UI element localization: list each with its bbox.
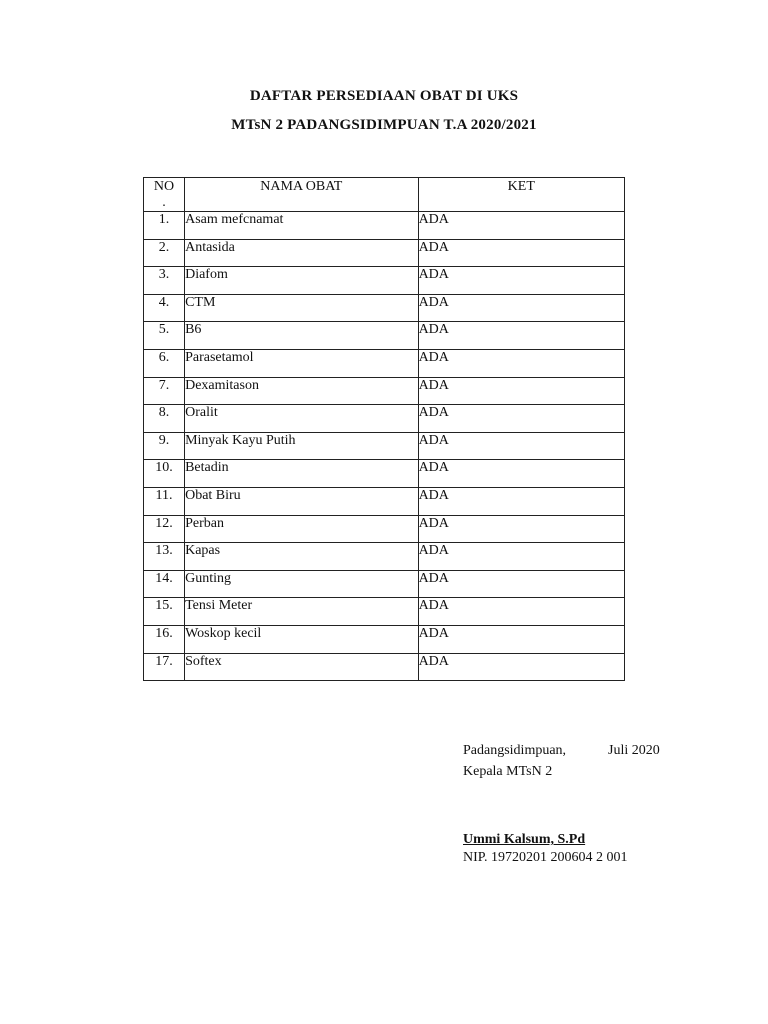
row-ket: ADA xyxy=(418,460,624,488)
row-nama-obat: Asam mefcnamat xyxy=(185,212,418,240)
row-no: 4. xyxy=(144,294,185,322)
row-ket: ADA xyxy=(418,432,624,460)
row-ket: ADA xyxy=(418,487,624,515)
row-no: 2. xyxy=(144,239,185,267)
table-row xyxy=(144,653,625,681)
row-no: 1. xyxy=(144,212,185,240)
row-ket: ADA xyxy=(418,543,624,571)
table-row xyxy=(144,405,625,433)
row-no: 14. xyxy=(144,570,185,598)
table-row xyxy=(144,349,625,377)
row-ket: ADA xyxy=(418,405,624,433)
row-nama-obat: Tensi Meter xyxy=(185,598,418,626)
row-nama-obat: Obat Biru xyxy=(185,487,418,515)
row-ket: ADA xyxy=(418,349,624,377)
row-nama-obat: Betadin xyxy=(185,460,418,488)
table-row xyxy=(144,515,625,543)
row-nama-obat: Diafom xyxy=(185,267,418,295)
table-row xyxy=(144,377,625,405)
row-nama-obat: Minyak Kayu Putih xyxy=(185,432,418,460)
table-row xyxy=(144,212,625,240)
signature-date: Juli 2020 xyxy=(608,743,660,758)
row-nama-obat: Gunting xyxy=(185,570,418,598)
table-row xyxy=(144,432,625,460)
row-nama-obat: Perban xyxy=(185,515,418,543)
row-nama-obat: Oralit xyxy=(185,405,418,433)
row-no: 3. xyxy=(144,267,185,295)
table-row xyxy=(144,570,625,598)
row-ket: ADA xyxy=(418,294,624,322)
row-ket: ADA xyxy=(418,322,624,350)
row-ket: ADA xyxy=(418,653,624,681)
row-ket: ADA xyxy=(418,267,624,295)
row-ket: ADA xyxy=(418,625,624,653)
header-no-dot: . xyxy=(162,195,166,210)
table-header-row xyxy=(144,178,625,212)
row-no: 6. xyxy=(144,349,185,377)
signature-role: Kepala MTsN 2 xyxy=(463,764,553,779)
row-no: 11. xyxy=(144,487,185,515)
row-ket: ADA xyxy=(418,570,624,598)
document-subtitle: MTsN 2 PADANGSIDIMPUAN T.A 2020/2021 xyxy=(231,117,537,133)
row-nama-obat: CTM xyxy=(185,294,418,322)
table-row xyxy=(144,267,625,295)
document-title: DAFTAR PERSEDIAAN OBAT DI UKS xyxy=(249,88,519,104)
row-no: 13. xyxy=(144,543,185,571)
header-no xyxy=(144,178,185,212)
row-ket: ADA xyxy=(418,598,624,626)
row-no: 16. xyxy=(144,625,185,653)
row-no: 7. xyxy=(144,377,185,405)
row-ket: ADA xyxy=(418,212,624,240)
table-row xyxy=(144,460,625,488)
table-row xyxy=(144,598,625,626)
row-no: 15. xyxy=(144,598,185,626)
table-row xyxy=(144,543,625,571)
header-no-text: NO xyxy=(153,179,175,194)
header-ket: KET xyxy=(418,178,624,212)
row-ket: ADA xyxy=(418,239,624,267)
table-row xyxy=(144,239,625,267)
row-no: 12. xyxy=(144,515,185,543)
row-nama-obat: B6 xyxy=(185,322,418,350)
row-ket: ADA xyxy=(418,515,624,543)
row-nama-obat: Softex xyxy=(185,653,418,681)
signature-place: Padangsidimpuan, xyxy=(463,743,567,758)
medicine-inventory-table xyxy=(143,177,625,681)
header-nama-obat: NAMA OBAT xyxy=(185,178,418,212)
table-row xyxy=(144,625,625,653)
row-nama-obat: Dexamitason xyxy=(185,377,418,405)
table-row xyxy=(144,294,625,322)
row-no: 9. xyxy=(144,432,185,460)
table-row xyxy=(144,322,625,350)
signature-name: Ummi Kalsum, S.Pd xyxy=(463,832,586,847)
row-no: 17. xyxy=(144,653,185,681)
row-no: 5. xyxy=(144,322,185,350)
row-ket: ADA xyxy=(418,377,624,405)
row-nama-obat: Antasida xyxy=(185,239,418,267)
table-row xyxy=(144,487,625,515)
row-no: 8. xyxy=(144,405,185,433)
row-nama-obat: Woskop kecil xyxy=(185,625,418,653)
signature-nip: NIP. 19720201 200604 2 001 xyxy=(463,850,628,865)
row-nama-obat: Parasetamol xyxy=(185,349,418,377)
row-no: 10. xyxy=(144,460,185,488)
row-nama-obat: Kapas xyxy=(185,543,418,571)
